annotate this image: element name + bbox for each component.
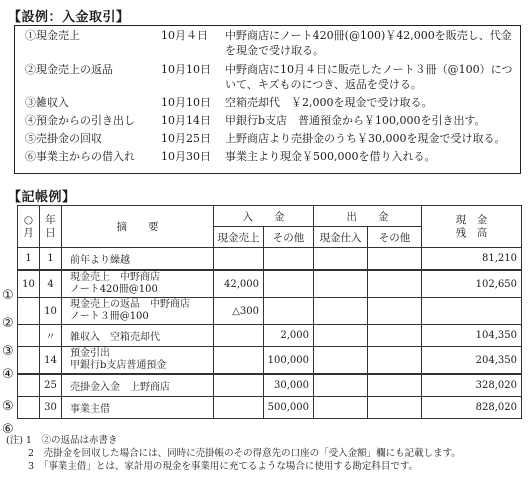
header-outgo-other: その他 (368, 227, 422, 248)
example-desc: 事業主より現金￥500,000を借り入れる。 (225, 150, 436, 163)
cell-balance: 204,350 (422, 347, 522, 375)
cell-income-other: 30,000 (264, 374, 314, 397)
header-month: ○ 月 (18, 206, 40, 248)
table-row (18, 397, 522, 419)
cell-cash-purchase (314, 298, 368, 325)
example-desc: 空箱売却代 ￥2,000を現金で受け取る。 (225, 96, 433, 109)
cell-day: 10 (40, 298, 62, 325)
table-row (18, 248, 522, 271)
cell-day: 〃 (40, 325, 62, 347)
cell-cash-purchase (314, 397, 368, 419)
cell-outgo-other (368, 270, 422, 298)
cell-summary: 雑収入 空箱売却代 (62, 325, 214, 347)
cell-cash-purchase (314, 270, 368, 298)
cell-balance (422, 298, 522, 325)
cell-income-other (264, 270, 314, 298)
cell-outgo-other (368, 298, 422, 325)
header-income: 入 金 (214, 206, 314, 227)
cell-day: 30 (40, 397, 62, 419)
row-marker: ⑤ (2, 399, 14, 414)
header-outgo: 出 金 (314, 206, 422, 227)
cell-balance: 828,020 (422, 397, 522, 419)
footnote: 2 売掛金を回収した場合には、同時に売掛帳のその得意先の口座の「受入金額」欄にも記載します。 (6, 448, 461, 459)
cell-cash-purchase (314, 248, 368, 271)
cell-month (18, 374, 40, 397)
cell-month (18, 397, 40, 419)
cell-month: 1 (18, 248, 40, 271)
row-marker: ④ (2, 367, 14, 382)
cell-income-other: 100,000 (264, 347, 314, 375)
footnotes (6, 434, 461, 473)
example-label: ③雑収入 (25, 96, 69, 109)
ledger-table (17, 205, 522, 419)
example-date: 10月10日 (161, 63, 211, 76)
cell-cash-sales: △300 (214, 298, 264, 325)
cell-outgo-other (368, 374, 422, 397)
cell-cash-sales (214, 248, 264, 271)
example-date: 10月４日 (161, 29, 208, 42)
cell-day: 25 (40, 374, 62, 397)
example-desc: 中野商店に10月４日に販売したノート３冊（@100）について、キズものにつき、返品を受ける。 (225, 63, 513, 91)
example-desc: 上野商店より売掛金のうち￥30,000を現金で受け取る。 (225, 132, 506, 145)
example-label: ②現金売上の返品 (25, 63, 113, 76)
table-row (18, 325, 522, 347)
cell-balance: 104,350 (422, 325, 522, 347)
example-label: ⑥事業主からの借入れ (25, 150, 135, 163)
row-marker: ① (2, 288, 14, 303)
example-desc: 甲銀行b支店 普通預金から￥100,000を引き出す。 (225, 114, 486, 127)
cell-day: 4 (40, 270, 62, 298)
cell-balance: 102,650 (422, 270, 522, 298)
header-row (18, 206, 522, 227)
header-income-cash-sales: 現金売上 (214, 227, 264, 248)
table-row (18, 347, 522, 375)
cell-day: 14 (40, 347, 62, 375)
cell-summary: 預金引出 甲銀行b支店普通預金 (62, 347, 214, 375)
cell-cash-purchase (314, 325, 368, 347)
header-income-other: その他 (264, 227, 314, 248)
cell-cash-sales (214, 397, 264, 419)
header-balance: 現 金 残 高 (422, 206, 522, 248)
header-outgo-cash-purchase: 現金仕入 (314, 227, 368, 248)
example-date: 10月30日 (161, 150, 211, 163)
cell-day: 1 (40, 248, 62, 271)
example-date: 10月14日 (161, 114, 211, 127)
cell-outgo-other (368, 325, 422, 347)
table-row (18, 270, 522, 298)
cell-outgo-other (368, 248, 422, 271)
cell-income-other (264, 248, 314, 271)
row-marker: ③ (2, 344, 14, 359)
cell-cash-sales (214, 374, 264, 397)
header-day: 年 日 (40, 206, 62, 248)
cell-balance: 328,020 (422, 374, 522, 397)
row-marker: ⑥ (2, 422, 14, 437)
example-desc: 中野商店にノート420冊(@100)￥42,000を販売し、代金を現金で受け取る。 (225, 29, 512, 57)
row-marker: ② (2, 316, 14, 331)
cell-month (18, 298, 40, 325)
cell-cash-sales (214, 347, 264, 375)
cell-income-other: 2,000 (264, 325, 314, 347)
example-date: 10月25日 (161, 132, 211, 145)
cell-cash-sales (214, 325, 264, 347)
example-title: 【設例：入金取引】 (8, 10, 130, 25)
cell-income-other (264, 298, 314, 325)
cell-summary: 前年より繰越 (62, 248, 214, 271)
cell-summary: 現金売上の返品 中野商店 ノート３冊@100 (62, 298, 214, 325)
cell-cash-sales: 42,000 (214, 270, 264, 298)
table-row (18, 374, 522, 397)
example-label: ①現金売上 (25, 29, 80, 42)
cell-summary: 事業主借 (62, 397, 214, 419)
cell-cash-purchase (314, 347, 368, 375)
cell-outgo-other (368, 397, 422, 419)
footnote: 3 「事業主借」とは、家計用の現金を事業用に充てるような場合に使用する勘定科目です。 (6, 461, 419, 472)
record-title: 【記帳例】 (8, 190, 76, 205)
cell-month (18, 325, 40, 347)
table-row (18, 298, 522, 325)
cell-outgo-other (368, 347, 422, 375)
cell-income-other: 500,000 (264, 397, 314, 419)
cell-month: 10 (18, 270, 40, 298)
cell-balance: 81,210 (422, 248, 522, 271)
cell-month (18, 347, 40, 375)
header-summary: 摘 要 (62, 206, 214, 248)
footnote: (注) 1 ②の返品は赤書き (6, 435, 118, 446)
cell-cash-purchase (314, 374, 368, 397)
example-label: ④預金からの引き出し (25, 114, 135, 127)
example-date: 10月10日 (161, 96, 211, 109)
example-label: ⑤売掛金の回収 (25, 132, 102, 145)
cell-summary: 現金売上 中野商店 ノート420冊@100 (62, 270, 214, 298)
example-box (14, 25, 521, 174)
cell-summary: 売掛金入金 上野商店 (62, 374, 214, 397)
